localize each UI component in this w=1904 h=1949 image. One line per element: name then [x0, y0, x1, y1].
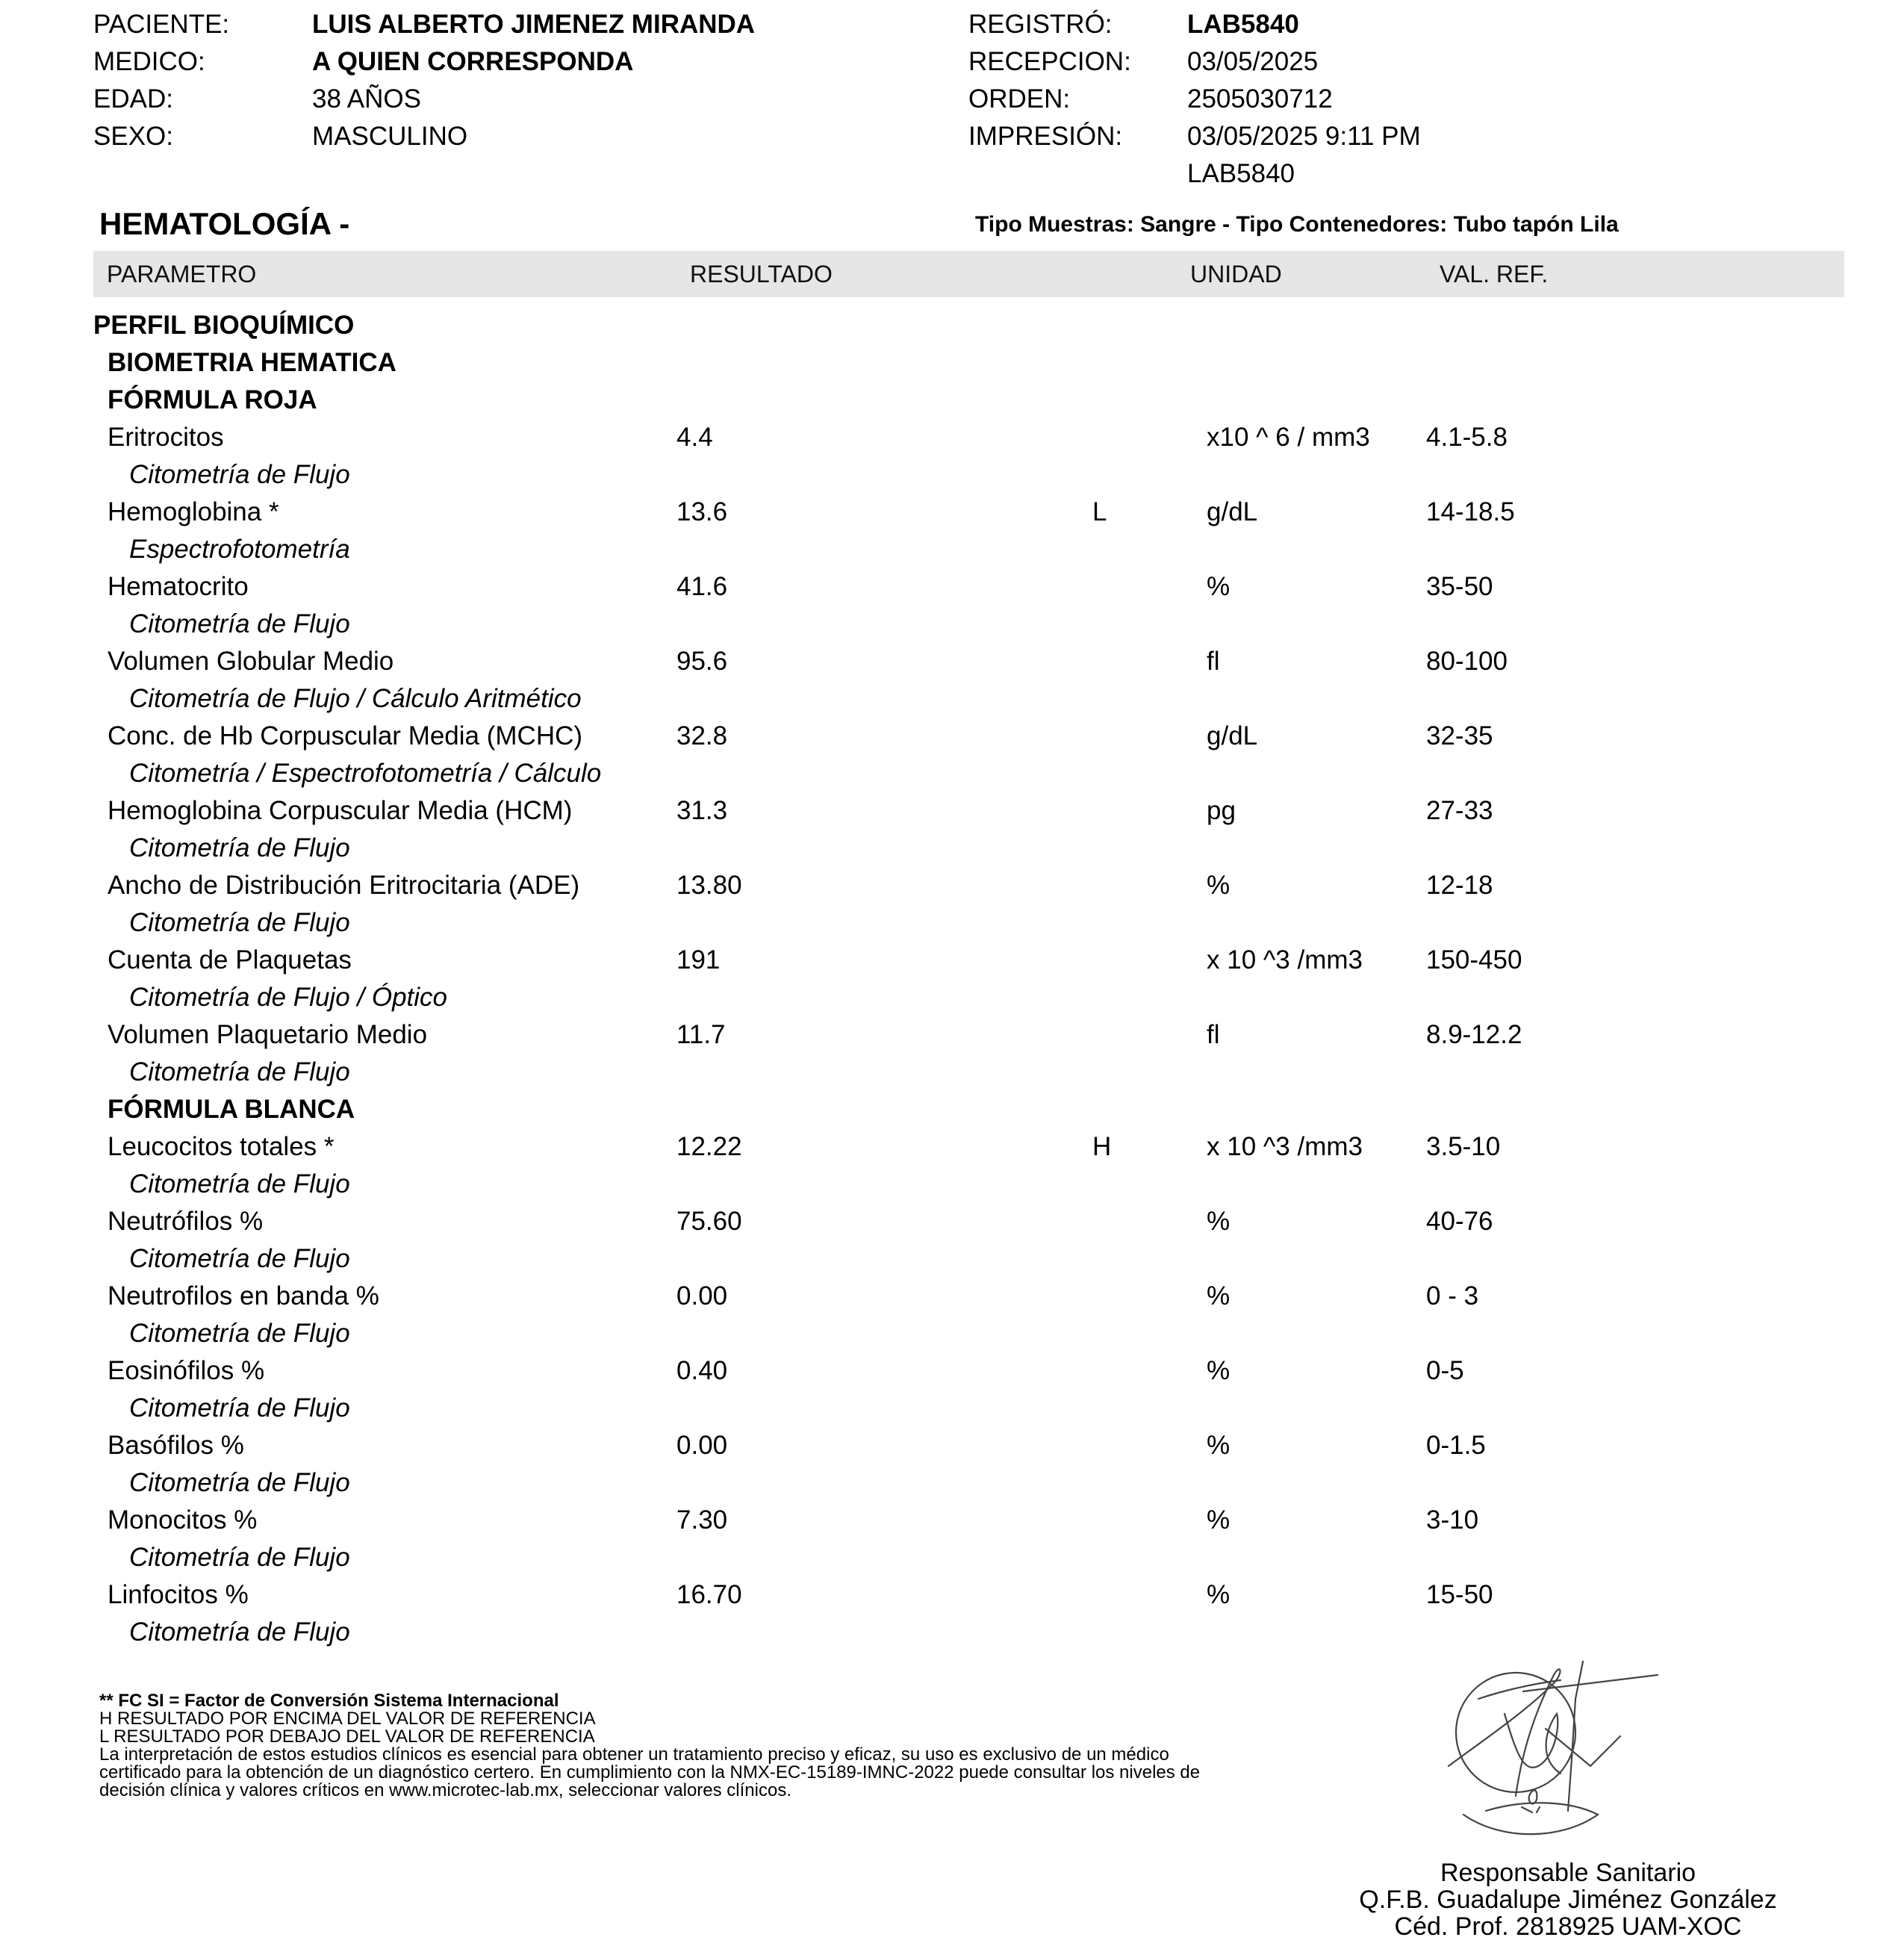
- patient-field-label: REGISTRÓ:: [968, 10, 1113, 39]
- patient-field-label: ORDEN:: [968, 84, 1071, 114]
- test-flag: L: [1092, 497, 1107, 526]
- test-name: Eritrocitos: [108, 423, 224, 452]
- method-row: [0, 456, 1904, 494]
- test-ref-range: 0-1.5: [1426, 1431, 1486, 1460]
- test-unit: %: [1207, 1505, 1231, 1535]
- method-label: Citometría de Flujo: [129, 609, 350, 638]
- method-row: [0, 755, 1904, 792]
- footnote-text-3: decisión clínica y valores críticos en www.microtec-lab.mx, seleccionar valores clínicos.: [99, 1780, 791, 1800]
- test-name: Volumen Plaquetario Medio: [108, 1020, 428, 1049]
- footnote-h: H RESULTADO POR ENCIMA DEL VALOR DE REFERENCIA: [99, 1709, 596, 1729]
- test-row: [0, 718, 1904, 755]
- test-ref-range: 3.5-10: [1426, 1132, 1501, 1161]
- test-unit: %: [1207, 1356, 1231, 1385]
- patient-field-label: MEDICO:: [93, 47, 205, 76]
- method-row: [0, 1240, 1904, 1278]
- column-header-bar: [93, 251, 1844, 297]
- method-label: Citometría de Flujo / Cálculo Aritmético: [129, 684, 582, 713]
- test-ref-range: 0-5: [1426, 1356, 1464, 1385]
- test-unit: g/dL: [1207, 721, 1258, 750]
- method-row: [0, 606, 1904, 643]
- test-unit: %: [1207, 871, 1231, 900]
- test-result: 32.8: [676, 721, 728, 750]
- test-row: [0, 568, 1904, 606]
- group-heading-row: [0, 344, 1904, 382]
- test-result: 191: [676, 945, 721, 974]
- section-title: HEMATOLOGÍA -: [99, 206, 350, 241]
- group-heading-row: [0, 1091, 1904, 1128]
- test-result: 0.00: [676, 1431, 728, 1460]
- method-row: [0, 1614, 1904, 1651]
- patient-field-value: MASCULINO: [312, 122, 468, 151]
- test-unit: %: [1207, 1580, 1231, 1609]
- method-label: Citometría de Flujo: [129, 1169, 350, 1199]
- footnote-fc: ** FC SI = Factor de Conversión Sistema Internacional: [99, 1691, 559, 1711]
- test-unit: x10 ^ 6 / mm3: [1207, 423, 1370, 452]
- method-label: Espectrofotometría: [129, 535, 350, 564]
- method-row: [0, 1054, 1904, 1091]
- test-name: Volumen Globular Medio: [108, 647, 394, 676]
- patient-field-value: 03/05/2025: [1187, 47, 1319, 76]
- sample-info: Tipo Muestras: Sangre - Tipo Contenedores: Tubo tapón Lila: [975, 212, 1619, 237]
- test-result: 41.6: [676, 572, 728, 601]
- test-row: [0, 1427, 1904, 1464]
- method-label: Citometría de Flujo: [129, 1468, 350, 1497]
- test-unit: pg: [1207, 796, 1236, 825]
- patient-field-value: 38 AÑOS: [312, 84, 421, 114]
- patient-field-value: LAB5840: [1187, 10, 1299, 39]
- test-unit: %: [1207, 1207, 1231, 1236]
- test-ref-range: 8.9-12.2: [1426, 1020, 1522, 1049]
- test-flag: H: [1092, 1132, 1112, 1161]
- group-heading: FÓRMULA BLANCA: [108, 1095, 355, 1124]
- patient-field-value: 03/05/2025 9:11 PM: [1187, 122, 1421, 151]
- handwritten-signature: [1434, 1654, 1680, 1848]
- test-row: [0, 1576, 1904, 1614]
- test-ref-range: 12-18: [1426, 871, 1493, 900]
- method-label: Citometría de Flujo: [129, 460, 350, 489]
- group-heading-row: [0, 307, 1904, 344]
- method-label: Citometría de Flujo: [129, 1244, 350, 1273]
- method-row: [0, 531, 1904, 568]
- method-row: [0, 830, 1904, 867]
- test-result: 0.00: [676, 1281, 728, 1311]
- test-name: Neutrófilos %: [108, 1207, 264, 1236]
- method-label: Citometría de Flujo: [129, 1393, 350, 1423]
- test-result: 11.7: [676, 1020, 726, 1049]
- test-ref-range: 40-76: [1426, 1207, 1493, 1236]
- test-name: Hemoglobina *: [108, 497, 279, 526]
- test-ref-range: 14-18.5: [1426, 497, 1515, 526]
- test-row: [0, 643, 1904, 680]
- method-label: Citometría de Flujo: [129, 833, 350, 862]
- test-ref-range: 15-50: [1426, 1580, 1493, 1609]
- test-result: 0.40: [676, 1356, 728, 1385]
- test-row: [0, 419, 1904, 456]
- test-ref-range: 35-50: [1426, 572, 1493, 601]
- test-name: Eosinófilos %: [108, 1356, 265, 1385]
- test-name: Cuenta de Plaquetas: [108, 945, 352, 974]
- method-row: [0, 1315, 1904, 1352]
- test-row: [0, 1203, 1904, 1240]
- method-row: [0, 979, 1904, 1016]
- method-label: Citometría de Flujo / Óptico: [129, 983, 447, 1012]
- test-result: 75.60: [676, 1207, 742, 1236]
- test-unit: fl: [1207, 1020, 1220, 1049]
- method-row: [0, 1464, 1904, 1502]
- test-unit: x 10 ^3 /mm3: [1207, 945, 1363, 974]
- test-row: [0, 494, 1904, 531]
- test-ref-range: 4.1-5.8: [1426, 423, 1508, 452]
- footnote-text-2: certificado para la obtención de un diagnóstico certero. En cumplimiento con la NMX-EC-15189-IMNC-2022 puede consultar los niveles de: [99, 1762, 1201, 1782]
- test-name: Hematocrito: [108, 572, 249, 601]
- test-unit: %: [1207, 572, 1231, 601]
- test-result: 7.30: [676, 1505, 728, 1535]
- column-header-resultado: RESULTADO: [690, 261, 833, 287]
- test-row: [0, 1128, 1904, 1166]
- patient-field-value: A QUIEN CORRESPONDA: [312, 47, 634, 76]
- test-result: 12.22: [676, 1132, 742, 1161]
- test-row: [0, 867, 1904, 904]
- test-result: 13.80: [676, 871, 742, 900]
- method-row: [0, 1539, 1904, 1576]
- method-label: Citometría de Flujo: [129, 1057, 350, 1087]
- patient-field-value: LAB5840: [1187, 159, 1295, 188]
- footnote-l: L RESULTADO POR DEBAJO DEL VALOR DE REFERENCIA: [99, 1726, 595, 1747]
- method-row: [0, 680, 1904, 718]
- patient-field-label: SEXO:: [93, 122, 173, 151]
- test-row: [0, 792, 1904, 830]
- test-result: 95.6: [676, 647, 728, 676]
- group-heading-row: [0, 382, 1904, 419]
- test-name: Ancho de Distribución Eritrocitaria (ADE): [108, 871, 580, 900]
- test-row: [0, 942, 1904, 979]
- method-row: [0, 1166, 1904, 1203]
- test-name: Hemoglobina Corpuscular Media (HCM): [108, 796, 573, 825]
- test-ref-range: 32-35: [1426, 721, 1493, 750]
- test-name: Leucocitos totales *: [108, 1132, 335, 1161]
- signature-role: Responsable Sanitario: [1440, 1859, 1696, 1887]
- test-ref-range: 80-100: [1426, 647, 1508, 676]
- signature-license: Céd. Prof. 2818925 UAM-XOC: [1394, 1912, 1742, 1941]
- group-heading: BIOMETRIA HEMATICA: [108, 348, 396, 377]
- footnote-text-1: La interpretación de estos estudios clínicos es esencial para obtener un tratamiento preciso y eficaz, su uso es exclusivo de un médico: [99, 1744, 1169, 1765]
- test-result: 4.4: [676, 423, 713, 452]
- patient-field-label: PACIENTE:: [93, 10, 230, 39]
- test-unit: %: [1207, 1281, 1231, 1311]
- test-unit: x 10 ^3 /mm3: [1207, 1132, 1363, 1161]
- test-result: 16.70: [676, 1580, 742, 1609]
- test-row: [0, 1352, 1904, 1390]
- test-ref-range: 150-450: [1426, 945, 1522, 974]
- test-name: Monocitos %: [108, 1505, 258, 1535]
- test-unit: g/dL: [1207, 497, 1258, 526]
- test-name: Neutrofilos en banda %: [108, 1281, 379, 1311]
- test-row: [0, 1278, 1904, 1315]
- group-heading: PERFIL BIOQUÍMICO: [93, 311, 355, 340]
- test-row: [0, 1502, 1904, 1539]
- test-name: Linfocitos %: [108, 1580, 249, 1609]
- test-unit: fl: [1207, 647, 1220, 676]
- test-name: Basófilos %: [108, 1431, 244, 1460]
- method-label: Citometría de Flujo: [129, 908, 350, 937]
- method-row: [0, 1390, 1904, 1427]
- patient-field-value: 2505030712: [1187, 84, 1333, 114]
- test-ref-range: 3-10: [1426, 1505, 1479, 1535]
- signature-name: Q.F.B. Guadalupe Jiménez González: [1359, 1886, 1777, 1914]
- test-result: 13.6: [676, 497, 728, 526]
- test-name: Conc. de Hb Corpuscular Media (MCHC): [108, 721, 583, 750]
- test-result: 31.3: [676, 796, 728, 825]
- patient-field-label: RECEPCION:: [968, 47, 1131, 76]
- column-header-unidad: UNIDAD: [1190, 261, 1282, 287]
- column-header-valref: VAL. REF.: [1440, 261, 1549, 287]
- method-label: Citometría de Flujo: [129, 1543, 350, 1572]
- method-label: Citometría de Flujo: [129, 1319, 350, 1348]
- method-label: Citometría de Flujo: [129, 1617, 350, 1647]
- test-ref-range: 27-33: [1426, 796, 1493, 825]
- column-header-parametro: PARAMETRO: [107, 261, 257, 287]
- test-ref-range: 0 - 3: [1426, 1281, 1479, 1311]
- patient-field-value: LUIS ALBERTO JIMENEZ MIRANDA: [312, 10, 756, 39]
- method-row: [0, 904, 1904, 942]
- test-unit: %: [1207, 1431, 1231, 1460]
- group-heading: FÓRMULA ROJA: [108, 385, 317, 414]
- method-label: Citometría / Espectrofotometría / Cálculo: [129, 759, 602, 788]
- patient-field-label: EDAD:: [93, 84, 173, 114]
- test-row: [0, 1016, 1904, 1054]
- patient-field-label: IMPRESIÓN:: [968, 122, 1123, 151]
